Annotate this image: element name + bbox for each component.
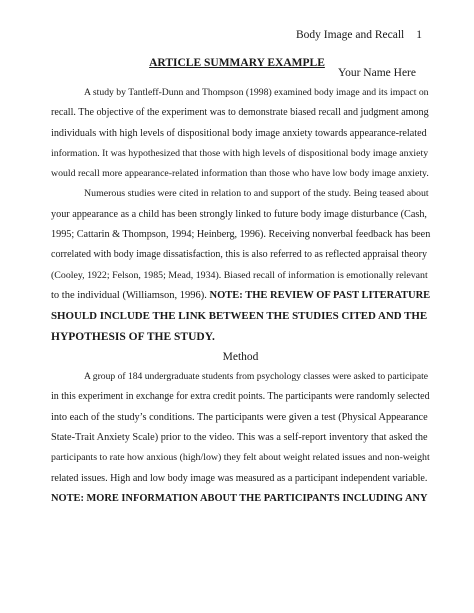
- text-line: (Cooley, 1922; Felson, 1985; Mead, 1934). Biased recall of information is emotionally relevant: [51, 269, 428, 281]
- text-line: would recall more appearance-related information than those who have low body image anxiety.: [51, 168, 429, 180]
- document-body: [51, 83, 430, 509]
- paragraph-intro: [51, 83, 430, 184]
- page-number: 1: [416, 29, 422, 41]
- text-line: individuals with high levels of dispositional body image anxiety towards appearance-related: [51, 127, 427, 139]
- text-line: participants to rate how anxious (high/low) they felt about weight related issues and non-weight: [51, 452, 430, 464]
- running-head: [296, 28, 422, 42]
- text-run: to the individual (Williamson, 1996).: [51, 289, 210, 301]
- text-line: correlated with body image dissatisfaction, this is also referred to as reflected appraisal theory: [51, 249, 427, 261]
- paragraph-method: [51, 367, 430, 509]
- text-line: into each of the study’s conditions. The participants were given a test (Physical Appearance: [51, 411, 428, 423]
- text-line: in this experiment in exchange for extra credit points. The participants were randomly selected: [51, 391, 430, 403]
- text-line: A study by Tantleff-Dunn and Thompson (1998) examined body image and its impact on: [84, 87, 429, 98]
- document-title: ARTICLE SUMMARY EXAMPLE: [149, 57, 325, 69]
- note-text: SHOULD INCLUDE THE LINK BETWEEN THE STUDIES CITED AND THE: [51, 310, 428, 323]
- text-line: information. It was hypothesized that those with high levels of dispositional body image anxiety: [51, 147, 429, 159]
- note-text: NOTE: THE REVIEW OF PAST LITERATURE: [209, 289, 431, 301]
- section-heading-method: Method: [222, 350, 259, 363]
- text-line: recall. The objective of the experiment was to demonstrate biased recall and judgment among: [51, 107, 429, 119]
- text-line: [51, 286, 430, 306]
- text-line: State-Trait Anxiety Scale) prior to the video. This was a self-report inventory that asked the: [51, 432, 428, 444]
- paragraph-literature: [51, 184, 430, 346]
- running-head-title: Body Image and Recall: [295, 29, 405, 41]
- note-text: NOTE: MORE INFORMATION ABOUT THE PARTICIPANTS INCLUDING ANY: [51, 492, 428, 504]
- text-line: Numerous studies were cited in relation to and support of the study. Being teased about: [84, 188, 429, 200]
- text-line: A group of 184 undergraduate students from psychology classes were asked to participate: [84, 371, 429, 383]
- text-line: your appearance as a child has been strongly linked to future body image disturbance (Cash,: [51, 208, 427, 220]
- text-line: 1995; Cattarin & Thompson, 1994; Heinberg, 1996). Receiving nonverbal feedback has been: [51, 229, 431, 241]
- text-line: related issues. High and low body image was measured as a participant independent variable.: [51, 472, 428, 484]
- author-name: Your Name Here: [337, 67, 416, 79]
- note-text: HYPOTHESIS OF THE STUDY.: [51, 330, 215, 343]
